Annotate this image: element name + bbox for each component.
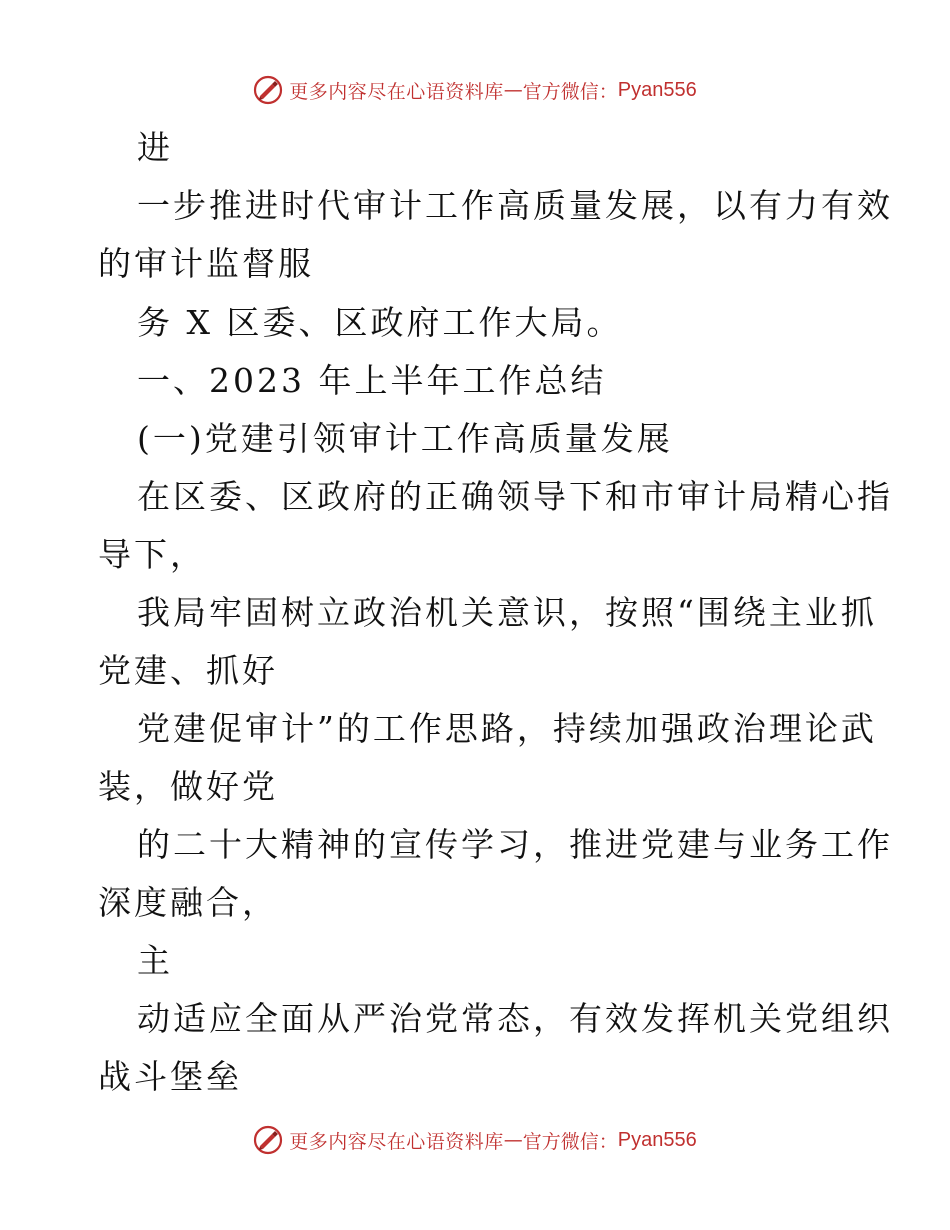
banner-site-text: 更多内容尽在心语资料库: [289, 1130, 504, 1153]
body-line: 务 X 区委、区政府工作大局。: [137, 303, 623, 342]
banner-wechat-label: 官方微信：: [522, 1130, 618, 1153]
body-line: 装，做好党: [98, 767, 278, 806]
banner-site-text: 更多内容尽在心语资料库: [289, 80, 504, 103]
body-line: 主: [137, 941, 173, 980]
body-line: 的审计监督服: [98, 244, 314, 283]
banner-wechat-label: 官方微信：: [522, 80, 618, 103]
pen-logo-icon: [253, 1125, 283, 1155]
body-line: 党建促审计”的工作思路，持续加强政治理论武: [137, 709, 877, 748]
pen-logo-icon: [253, 75, 283, 105]
body-line: 深度融合，: [98, 883, 278, 922]
banner-separator: —: [503, 79, 523, 101]
subsection-heading: (一)党建引领审计工作高质量发展: [137, 419, 673, 458]
body-line: 一步推进时代审计工作高质量发展，以有力有效: [137, 186, 893, 225]
banner-separator: —: [503, 1129, 523, 1151]
body-line: 进: [137, 128, 173, 167]
banner-wechat-id: Pyan556: [617, 78, 697, 101]
body-line: 的二十大精神的宣传学习，推进党建与业务工作: [137, 825, 893, 864]
body-line: 战斗堡垒: [98, 1057, 242, 1096]
section-heading: 一、2023 年上半年工作总结: [137, 361, 607, 400]
body-line: 动适应全面从严治党常态，有效发挥机关党组织: [137, 999, 893, 1038]
body-line: 党建、抓好: [98, 651, 278, 690]
banner-wechat-id: Pyan556: [617, 1128, 697, 1151]
body-line: 导下，: [98, 535, 206, 574]
body-line: 在区委、区政府的正确领导下和市审计局精心指: [137, 477, 893, 516]
footer-watermark-banner: [0, 1120, 950, 1160]
body-line: 我局牢固树立政治机关意识，按照“围绕主业抓: [137, 593, 877, 632]
header-watermark-banner: [0, 70, 950, 110]
